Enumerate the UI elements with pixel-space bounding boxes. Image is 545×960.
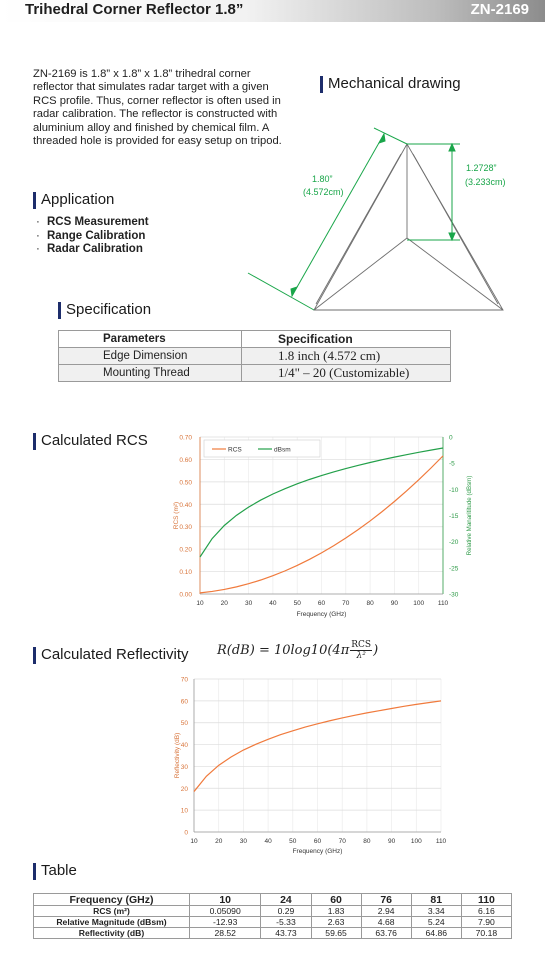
heading-text: Application bbox=[41, 191, 115, 208]
y-axis-label: RCS (m²) bbox=[173, 501, 180, 530]
application-list bbox=[36, 216, 149, 257]
y-tick-label: 30 bbox=[180, 763, 188, 771]
table-heading bbox=[33, 862, 153, 882]
table-cell: 59.65 bbox=[311, 928, 361, 939]
y-tick-label: 0.00 bbox=[179, 591, 192, 599]
y2-tick-label: -25 bbox=[449, 565, 459, 573]
x-tick-label: 80 bbox=[363, 838, 371, 845]
reflectivity-heading bbox=[33, 646, 213, 666]
x-tick-label: 90 bbox=[387, 838, 396, 845]
table-cell: 4.68 bbox=[361, 917, 411, 928]
heading-bar bbox=[33, 433, 36, 450]
heading-text: Specification bbox=[66, 301, 152, 318]
table-cell: 2.94 bbox=[361, 906, 411, 917]
y-tick-label: 0.50 bbox=[179, 479, 192, 487]
table-header-cell: Specification bbox=[242, 331, 451, 348]
table-row bbox=[59, 348, 451, 365]
dimension-lines bbox=[248, 128, 460, 310]
table-cell: -5.33 bbox=[261, 917, 311, 928]
list-item bbox=[36, 216, 149, 230]
x-tick-label: 10 bbox=[190, 838, 198, 845]
table-cell: 64.86 bbox=[411, 928, 461, 939]
x-tick-label: 60 bbox=[313, 838, 322, 845]
application-heading bbox=[33, 191, 213, 211]
reflectivity-chart bbox=[160, 670, 460, 860]
table-cell: Mounting Thread bbox=[59, 365, 242, 382]
x-tick-label: 20 bbox=[220, 600, 228, 607]
y2-axis-label: Relative Manarititude (dBsm) bbox=[466, 475, 473, 556]
heading-bar bbox=[58, 302, 61, 319]
x-tick-label: 70 bbox=[338, 838, 346, 845]
formula-numerator: RCS bbox=[351, 640, 372, 650]
x-tick-label: 100 bbox=[413, 600, 425, 607]
y2-tick-label: -15 bbox=[449, 513, 459, 520]
table-cell: 70.18 bbox=[461, 928, 511, 939]
y-tick-label: 20 bbox=[180, 785, 188, 793]
y-tick-label: 10 bbox=[180, 807, 188, 815]
legend-label-rcs: RCS bbox=[228, 446, 242, 454]
table-cell: 7.90 bbox=[461, 917, 511, 928]
table-row-label: Reflectivity (dB) bbox=[34, 928, 190, 939]
table-header-cell: 110 bbox=[461, 894, 511, 906]
mechanical-drawing bbox=[240, 118, 540, 318]
x-tick-label: 90 bbox=[390, 600, 399, 607]
table-cell: 43.73 bbox=[261, 928, 311, 939]
formula-close: ) bbox=[373, 643, 379, 658]
y-tick-label: 0.20 bbox=[179, 546, 192, 554]
table-row bbox=[34, 906, 512, 917]
y-tick-label: 0.40 bbox=[179, 501, 192, 509]
table-row bbox=[34, 928, 512, 939]
heading-text: Calculated Reflectivity bbox=[41, 646, 189, 663]
table-header-cell: 10 bbox=[190, 894, 261, 906]
formula-lhs: R(dB) = 10log10(4π bbox=[217, 643, 350, 658]
list-item-label: Radar Calibration bbox=[47, 243, 143, 256]
bullet-icon: · bbox=[36, 243, 40, 256]
bullet-icon: · bbox=[36, 216, 40, 228]
table-cell: -12.93 bbox=[190, 917, 261, 928]
table-cell: 3.34 bbox=[411, 906, 461, 917]
heading-bar bbox=[33, 192, 36, 209]
table-row-label: Relative Magnitude (dBsm) bbox=[34, 917, 190, 928]
bullet-icon: · bbox=[36, 229, 40, 242]
table-header-row bbox=[59, 331, 451, 348]
table-cell: 0.29 bbox=[261, 906, 311, 917]
y-tick-label: 70 bbox=[180, 676, 188, 684]
x-tick-label: 80 bbox=[366, 600, 374, 607]
x-tick-label: 70 bbox=[342, 600, 350, 607]
intro-paragraph: ZN-2169 is 1.8” x 1.8” x 1.8” trihedral corner reflector that simulates radar target with a given RCS profile. Thus, corner reflector is often used in radar calibration. The reflector is constructed with aluminium alloy and finished by chemical film. A threaded hole is provided for easy setup on tripod. bbox=[33, 68, 282, 148]
y-tick-label: 0.10 bbox=[179, 569, 192, 577]
table-cell: 0.05090 bbox=[190, 906, 261, 917]
y2-tick-label: -10 bbox=[449, 486, 459, 494]
x-tick-label: 50 bbox=[293, 600, 301, 607]
product-title: Trihedral Corner Reflector 1.8” bbox=[25, 1, 244, 18]
y-tick-label: 40 bbox=[180, 742, 188, 750]
y2-tick-label: -20 bbox=[449, 539, 459, 547]
table-cell: 1.8 inch (4.572 cm) bbox=[242, 348, 451, 365]
heading-bar bbox=[320, 76, 323, 93]
heading-text: Table bbox=[41, 862, 77, 879]
x-tick-label: 30 bbox=[239, 838, 248, 845]
reflectivity-formula bbox=[217, 640, 378, 661]
product-code: ZN-2169 bbox=[470, 1, 529, 18]
x-tick-label: 100 bbox=[410, 838, 422, 845]
x-tick-label: 50 bbox=[289, 838, 297, 845]
x-tick-label: 20 bbox=[215, 838, 223, 845]
y2-tick-label: 0 bbox=[449, 434, 453, 442]
y-tick-label: 0.30 bbox=[179, 524, 192, 532]
height-dimension-label: 1.2728” bbox=[466, 163, 497, 173]
table-cell: 1/4" – 20 (Customizable) bbox=[242, 365, 451, 382]
y-tick-label: 0.60 bbox=[179, 456, 192, 464]
table-header-cell: Frequency (GHz) bbox=[34, 894, 190, 906]
list-item-label: RCS Measurement bbox=[47, 216, 149, 228]
x-axis-label: Frequency (GHz) bbox=[296, 611, 347, 618]
x-tick-label: 40 bbox=[264, 838, 272, 845]
y2-tick-label: -30 bbox=[449, 591, 459, 599]
x-tick-label: 110 bbox=[435, 838, 447, 845]
heading-bar bbox=[33, 863, 36, 880]
x-tick-label: 60 bbox=[317, 600, 326, 607]
table-header-cell: Parameters bbox=[59, 331, 242, 348]
x-tick-label: 10 bbox=[196, 600, 204, 607]
mechanical-drawing-heading bbox=[320, 75, 520, 95]
x-tick-label: 110 bbox=[437, 600, 449, 607]
x-tick-label: 40 bbox=[269, 600, 277, 607]
heading-bar bbox=[33, 647, 36, 664]
table-cell: 6.16 bbox=[461, 906, 511, 917]
table-cell: 5.24 bbox=[411, 917, 461, 928]
edge-dimension-label: 1.80” bbox=[312, 174, 333, 184]
table-header-cell: 24 bbox=[261, 894, 311, 906]
rcs-chart bbox=[160, 428, 490, 620]
y-tick-label: 0 bbox=[184, 829, 188, 837]
table-row-label: RCS (m²) bbox=[34, 906, 190, 917]
table-header-row bbox=[34, 894, 512, 906]
page-header bbox=[0, 0, 545, 22]
y-axis-label: Reflectivity (dB) bbox=[174, 732, 181, 779]
x-axis-label: Frequency (GHz) bbox=[292, 848, 343, 855]
table-row bbox=[34, 917, 512, 928]
edge-dimension-metric: (4.572cm) bbox=[303, 187, 344, 197]
table-cell: Edge Dimension bbox=[59, 348, 242, 365]
heading-text: Mechanical drawing bbox=[328, 75, 461, 92]
table-cell: 28.52 bbox=[190, 928, 261, 939]
data-table bbox=[33, 893, 512, 939]
specification-table bbox=[58, 330, 451, 382]
table-header-cell: 81 bbox=[411, 894, 461, 906]
list-item bbox=[36, 243, 149, 257]
list-item bbox=[36, 230, 149, 244]
height-dimension-metric: (3.233cm) bbox=[465, 177, 506, 187]
heading-text: Calculated RCS bbox=[41, 432, 148, 449]
formula-denominator: λ² bbox=[356, 651, 366, 661]
table-cell: 63.76 bbox=[361, 928, 411, 939]
table-cell: 1.83 bbox=[311, 906, 361, 917]
table-cell: 2.63 bbox=[311, 917, 361, 928]
y-tick-label: 0.70 bbox=[179, 434, 192, 442]
legend-label-dbsm: dBsm bbox=[274, 446, 291, 454]
y-tick-label: 50 bbox=[180, 720, 188, 728]
y2-tick-label: -5 bbox=[449, 460, 455, 468]
formula-fraction bbox=[350, 640, 372, 661]
x-tick-label: 30 bbox=[244, 600, 253, 607]
table-header-cell: 76 bbox=[361, 894, 411, 906]
table-row bbox=[59, 365, 451, 382]
y-tick-label: 60 bbox=[180, 698, 188, 706]
list-item-label: Range Calibration bbox=[47, 229, 146, 242]
specification-heading bbox=[58, 301, 238, 321]
table-header-cell: 60 bbox=[311, 894, 361, 906]
